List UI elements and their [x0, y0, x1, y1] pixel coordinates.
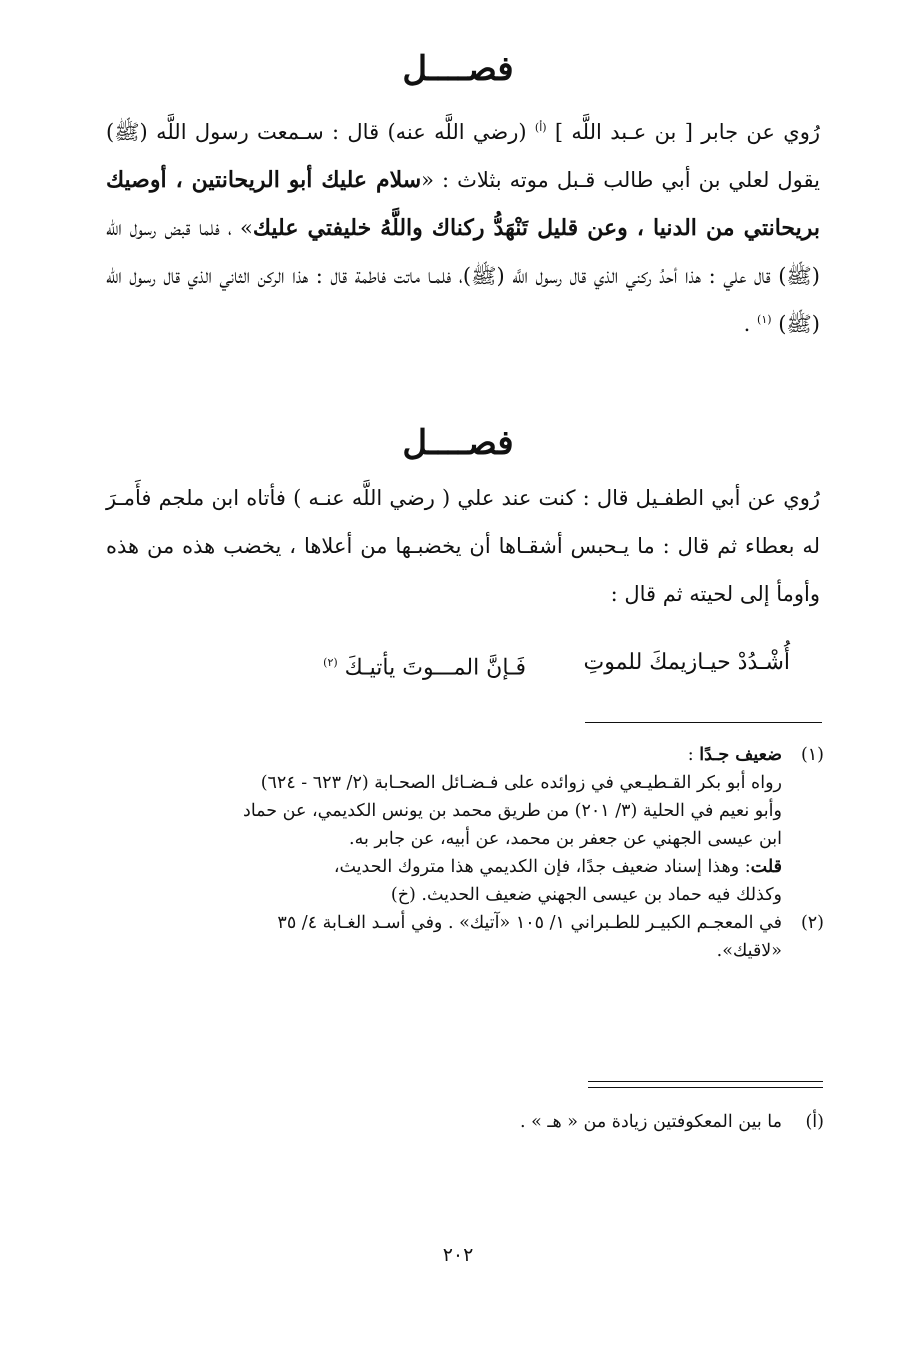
- footnote-separator: [585, 722, 822, 723]
- footnote-body: [112, 741, 782, 909]
- editor-note-number: (أ): [805, 1112, 824, 1132]
- footnote-number: (١): [800, 745, 824, 765]
- para-text: » ، فلما قبض رسول الله (ﷺ) قال علي : هذا أحدُ ركني الذي قال رسول اللَّه (ﷺ)، فلمـا ماتت فاطمة قال : هذا الركن الثاني الذي قال رسول الله (ﷺ): [106, 216, 820, 336]
- footnote-ref: (٢): [323, 656, 338, 669]
- footnote-line: : وهذا إسناد ضعيف جدًا، فإن الكديمي هذا متروك الحديث،: [333, 857, 751, 877]
- para-text: (رضي اللَّه عنه) قال : سـمعت رسول اللَّه (ﷺ) يقول لعلي بن أبي طالب قـبل موته بثلاث : «: [106, 120, 820, 192]
- verse-text: فَـإنَّ المـــوتَ يأتيـكَ: [344, 655, 526, 681]
- editor-note-separator: [588, 1081, 823, 1088]
- para-text: رُوي عن جابر [ بن عـبد اللَّه ]: [554, 120, 820, 144]
- editor-note: [112, 1108, 824, 1136]
- footnote-text: :: [687, 745, 700, 765]
- bracket-footnote-ref: (أ): [534, 121, 547, 134]
- page-number: ٢٠٢: [442, 1244, 474, 1266]
- footnote-line: «لاقيك».: [716, 941, 782, 961]
- verse-first-hemistich: [584, 643, 791, 683]
- footnote-comment-label: قلت: [750, 857, 782, 877]
- footnote-line: رواه أبو بكر القـطيـعي في زوائده على فـضـائل الصحـابة (٢/ ٦٢٣ - ٦٢٤): [260, 773, 782, 793]
- footnote-line: ابن عيسى الجهني عن جعفر بن محمد، عن أبيه، عن جابر به.: [349, 829, 782, 849]
- footnote-grade: ضعيف جـدًا: [699, 745, 782, 765]
- footnotes: [112, 741, 824, 965]
- footnote-line: في المعجـم الكبيـر للطـبراني ١/ ١٠٥ «آتيك» . وفي أسـد الغـابة ٤/ ٣٥: [277, 913, 782, 933]
- verse-text: أُشْـدُدْ حيـازيمكَ للموتِ: [583, 650, 790, 675]
- footnote-body: [112, 909, 782, 965]
- footnote-line: وكذلك فيه حماد بن عيسى الجهني ضعيف الحديث. (خ): [390, 885, 782, 905]
- paragraph-hadith-abu-tufayl: [106, 474, 820, 618]
- para-text: رُوي عن أبي الطفـيل قال : كنت عند علي ( رضي اللَّه عنـه ) فأتاه ابن ملجم فأَمـرَ له بعطاء ثم قال : ما يـحبس أشقـاها أن يخضبـها من أعلاها ، يخضب هذه من هذه وأومأ إلى لحيته ثم قال :: [106, 486, 820, 606]
- verse-second-hemistich: [323, 643, 526, 683]
- section-heading: فصــــل: [402, 423, 514, 463]
- footnote-number: (٢): [800, 913, 824, 933]
- editor-note-text: ما بين المعكوفتين زيادة من « هـ » .: [519, 1112, 782, 1132]
- footnote-2: [112, 909, 824, 965]
- footnote-line: وأبو نعيم في الحلية (٣/ ٢٠١) من طريق محمد بن يونس الكديمي، عن حماد: [243, 801, 782, 821]
- bold-quotation: سلام عليك أبو الريحانتين ، أوصيك بريحانتي من الدنيا ، وعن قليل تَنْهَدُّ ركناك واللَّهُ خليفتي عليك: [106, 167, 820, 241]
- section-heading: فصــــل: [402, 49, 514, 89]
- para-text: .: [743, 312, 758, 336]
- footnote-ref: (١): [757, 313, 772, 326]
- paragraph-hadith-jabir: [106, 108, 820, 348]
- footnote-1: [112, 741, 824, 909]
